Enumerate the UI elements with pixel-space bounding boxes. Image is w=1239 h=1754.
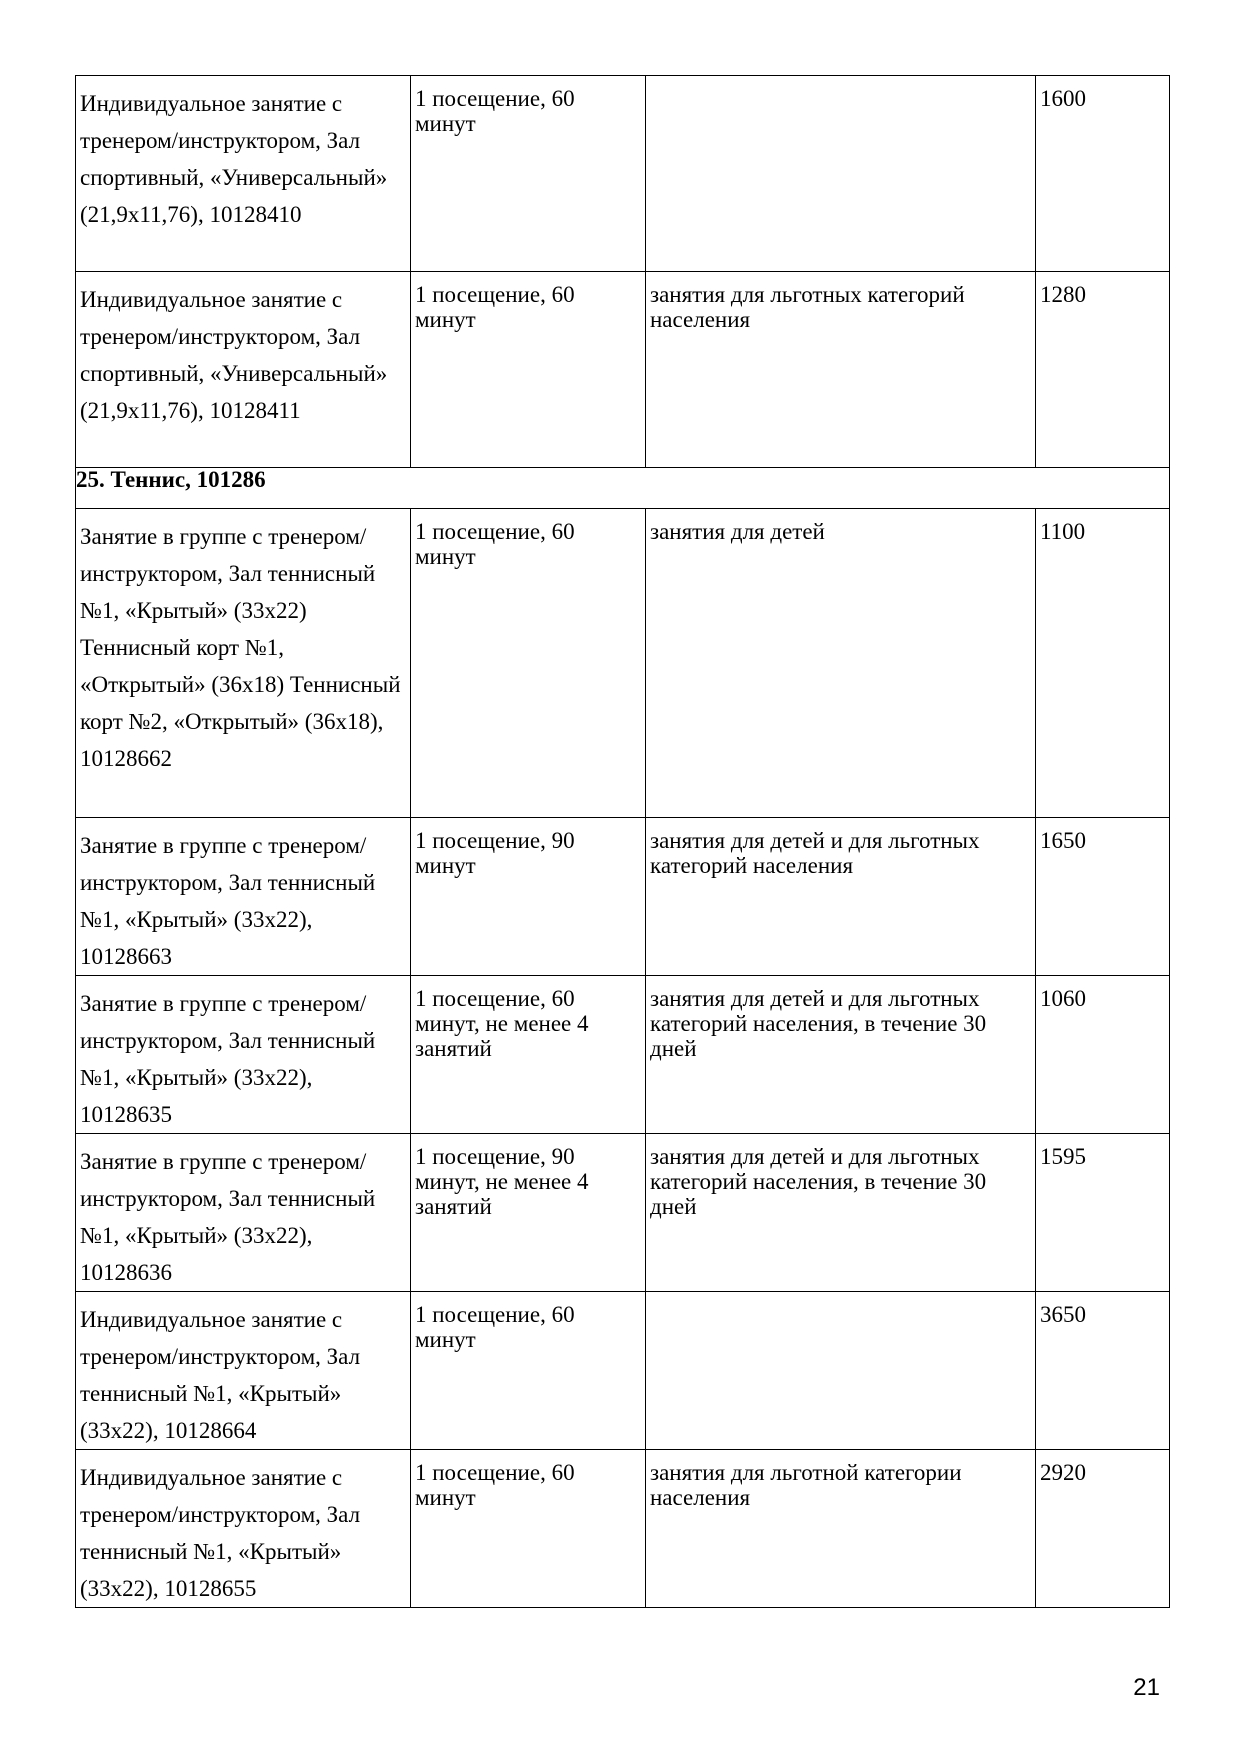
price-cell <box>1036 509 1170 818</box>
service-name: Занятие в группе с тренером/инструктором, Зал теннисный №1, «Крытый» (33х22), 10128663 <box>80 833 376 969</box>
price-cell <box>1036 1292 1170 1450</box>
duration-text: 1 посещение, 60 минут, не менее 4 занятий <box>415 986 589 1061</box>
table-row <box>76 509 1170 818</box>
duration-cell <box>411 76 646 272</box>
service-name: Занятие в группе с тренером/инструктором, Зал теннисный №1, «Крытый» (33х22), 10128635 <box>80 991 376 1127</box>
service-name: Занятие в группе с тренером/инструктором, Зал теннисный №1, «Крытый» (33х22), 10128636 <box>80 1149 376 1285</box>
price-value: 1280 <box>1040 282 1086 307</box>
service-cell <box>76 272 411 468</box>
service-cell <box>76 509 411 818</box>
duration-text: 1 посещение, 60 минут <box>415 282 575 332</box>
service-name: Индивидуальное занятие с тренером/инструктором, Зал спортивный, «Универсальный» (21,9х11,76), 10128411 <box>80 287 388 423</box>
price-value: 1650 <box>1040 828 1086 853</box>
price-table <box>75 75 1170 1608</box>
table-row <box>76 1450 1170 1608</box>
duration-text: 1 посещение, 90 минут, не менее 4 занятий <box>415 1144 589 1219</box>
price-value: 1595 <box>1040 1144 1086 1169</box>
service-cell <box>76 818 411 976</box>
table-row <box>76 272 1170 468</box>
table-row <box>76 76 1170 272</box>
table-row <box>76 1134 1170 1292</box>
duration-text: 1 посещение, 60 минут <box>415 1302 575 1352</box>
note-text <box>646 76 1035 86</box>
price-value: 1600 <box>1040 86 1086 111</box>
service-cell <box>76 976 411 1134</box>
note-text: занятия для льготных категорий населения <box>650 282 965 332</box>
price-cell <box>1036 272 1170 468</box>
price-value: 3650 <box>1040 1302 1086 1327</box>
note-cell <box>646 1134 1036 1292</box>
note-text: занятия для льготной категории населения <box>650 1460 962 1510</box>
duration-cell <box>411 1292 646 1450</box>
note-text: занятия для детей <box>650 519 825 544</box>
table-row <box>76 818 1170 976</box>
note-text <box>646 1292 1035 1302</box>
duration-text: 1 посещение, 60 минут <box>415 86 575 136</box>
section-header-row <box>76 468 1170 509</box>
table-row <box>76 976 1170 1134</box>
price-cell <box>1036 818 1170 976</box>
service-name: Занятие в группе с тренером/инструктором, Зал теннисный №1, «Крытый» (33х22) Теннисный корт №1, «Открытый» (36х18) Теннисный корт №2, «Открытый» (36х18), 10128662 <box>80 524 401 771</box>
service-cell <box>76 1450 411 1608</box>
note-cell <box>646 976 1036 1134</box>
table-row <box>76 1292 1170 1450</box>
note-text: занятия для детей и для льготных категорий населения <box>650 828 980 878</box>
duration-cell <box>411 976 646 1134</box>
price-value: 2920 <box>1040 1460 1086 1485</box>
price-cell <box>1036 1134 1170 1292</box>
price-value: 1100 <box>1040 519 1086 544</box>
price-value: 1060 <box>1040 986 1086 1011</box>
duration-text: 1 посещение, 60 минут <box>415 1460 575 1510</box>
duration-cell <box>411 1450 646 1608</box>
service-name: Индивидуальное занятие с тренером/инструктором, Зал теннисный №1, «Крытый» (33х22), 10128655 <box>80 1465 361 1601</box>
note-cell <box>646 509 1036 818</box>
note-cell <box>646 1292 1036 1450</box>
duration-text: 1 посещение, 90 минут <box>415 828 575 878</box>
note-cell <box>646 272 1036 468</box>
duration-cell <box>411 509 646 818</box>
price-cell <box>1036 76 1170 272</box>
service-cell <box>76 1134 411 1292</box>
duration-cell <box>411 1134 646 1292</box>
note-cell <box>646 818 1036 976</box>
price-cell <box>1036 1450 1170 1608</box>
duration-cell <box>411 818 646 976</box>
service-cell <box>76 76 411 272</box>
service-name: Индивидуальное занятие с тренером/инструктором, Зал спортивный, «Универсальный» (21,9х11,76), 10128410 <box>80 91 388 227</box>
service-name: Индивидуальное занятие с тренером/инструктором, Зал теннисный №1, «Крытый» (33х22), 10128664 <box>80 1307 361 1443</box>
note-text: занятия для детей и для льготных категорий населения, в течение 30 дней <box>650 986 987 1061</box>
duration-text: 1 посещение, 60 минут <box>415 519 575 569</box>
duration-cell <box>411 272 646 468</box>
price-cell <box>1036 976 1170 1134</box>
section-title: 25. Теннис, 101286 <box>76 468 1170 509</box>
note-cell <box>646 1450 1036 1608</box>
note-text: занятия для детей и для льготных категорий населения, в течение 30 дней <box>650 1144 987 1219</box>
page-number: 21 <box>1133 1674 1160 1701</box>
note-cell <box>646 76 1036 272</box>
service-cell <box>76 1292 411 1450</box>
